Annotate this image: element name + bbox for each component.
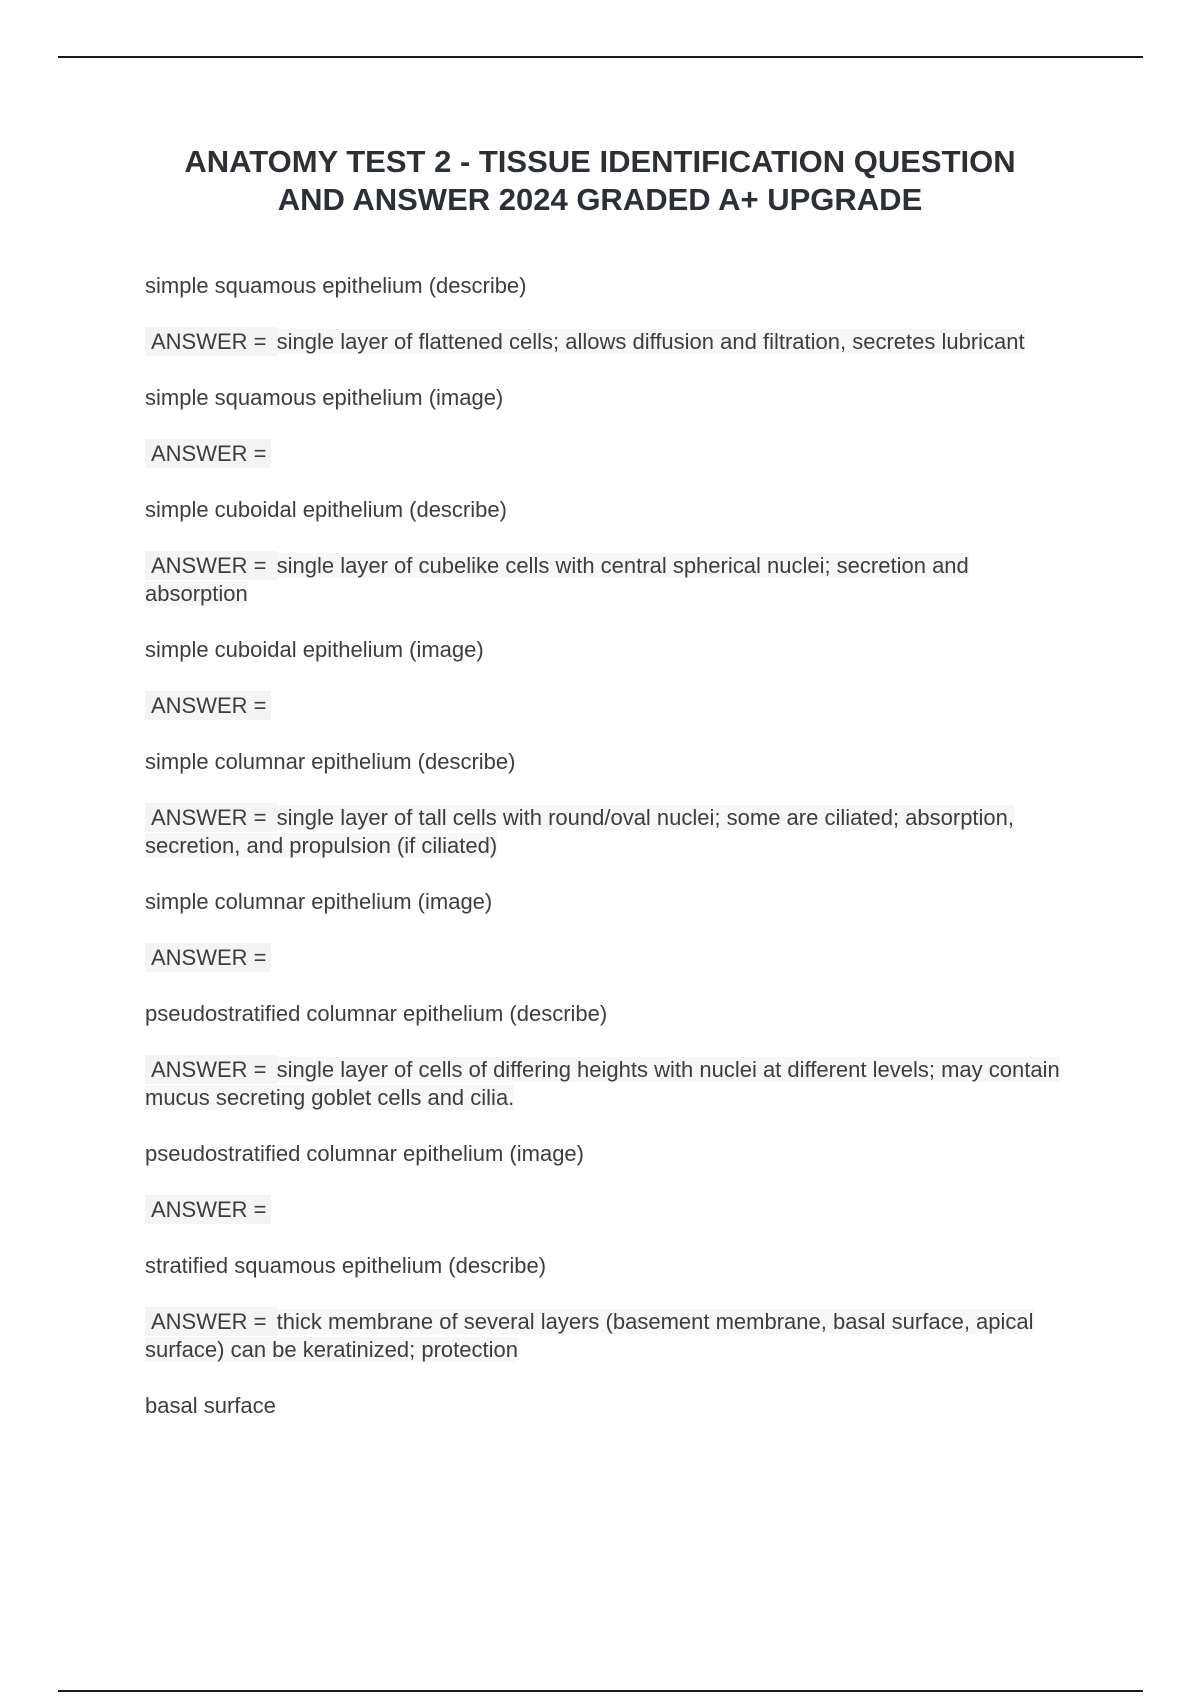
answer-label: ANSWER = xyxy=(145,327,277,356)
question-text: simple cuboidal epithelium (image) xyxy=(145,637,484,662)
question-text: simple cuboidal epithelium (describe) xyxy=(145,497,507,522)
question-text: stratified squamous epithelium (describe) xyxy=(145,1253,547,1278)
question-text: basal surface xyxy=(145,1393,276,1418)
question-text: pseudostratified columnar epithelium (describe) xyxy=(145,1001,608,1026)
question-text: simple squamous epithelium (describe) xyxy=(145,273,527,298)
answer-label: ANSWER = xyxy=(145,1307,277,1336)
answer-block xyxy=(145,692,1075,720)
question-text: simple squamous epithelium (image) xyxy=(145,385,504,410)
answer-text: single layer of cubelike cells with central spherical nuclei; secretion and absorption xyxy=(145,553,969,606)
answer-block xyxy=(145,328,1075,356)
answer-block xyxy=(145,1056,1075,1112)
answer-text: single layer of tall cells with round/oval nuclei; some are ciliated; absorption, secretion, and propulsion (if ciliated) xyxy=(145,805,1015,858)
answer-label: ANSWER = xyxy=(145,691,271,720)
question-text: simple columnar epithelium (image) xyxy=(145,889,493,914)
question-text: pseudostratified columnar epithelium (image) xyxy=(145,1141,584,1166)
title-line-2: AND ANSWER 2024 GRADED A+ UPGRADE xyxy=(277,182,923,217)
answer-block xyxy=(145,804,1075,860)
answer-block xyxy=(145,440,1075,468)
title-line-1: ANATOMY TEST 2 - TISSUE IDENTIFICATION QUESTION xyxy=(184,144,1016,179)
qa-list xyxy=(145,272,1075,1448)
answer-block xyxy=(145,1196,1075,1224)
answer-text: single layer of cells of differing heights with nuclei at different levels; may contain mucus secreting goblet cells and cilia. xyxy=(145,1057,1060,1110)
answer-label: ANSWER = xyxy=(145,439,271,468)
answer-block xyxy=(145,1308,1075,1364)
answer-label: ANSWER = xyxy=(145,1195,271,1224)
answer-text: single layer of flattened cells; allows diffusion and filtration, secretes lubricant xyxy=(276,329,1025,354)
header-rule xyxy=(58,56,1143,58)
answer-text: thick membrane of several layers (basement membrane, basal surface, apical surface) can be keratinized; protection xyxy=(145,1309,1034,1362)
answer-label: ANSWER = xyxy=(145,803,277,832)
answer-block xyxy=(145,944,1075,972)
answer-label: ANSWER = xyxy=(145,551,277,580)
document-title xyxy=(100,143,1100,219)
question-text: simple columnar epithelium (describe) xyxy=(145,749,516,774)
answer-label: ANSWER = xyxy=(145,1055,277,1084)
answer-block xyxy=(145,552,1075,608)
footer-rule xyxy=(58,1690,1143,1692)
answer-label: ANSWER = xyxy=(145,943,271,972)
